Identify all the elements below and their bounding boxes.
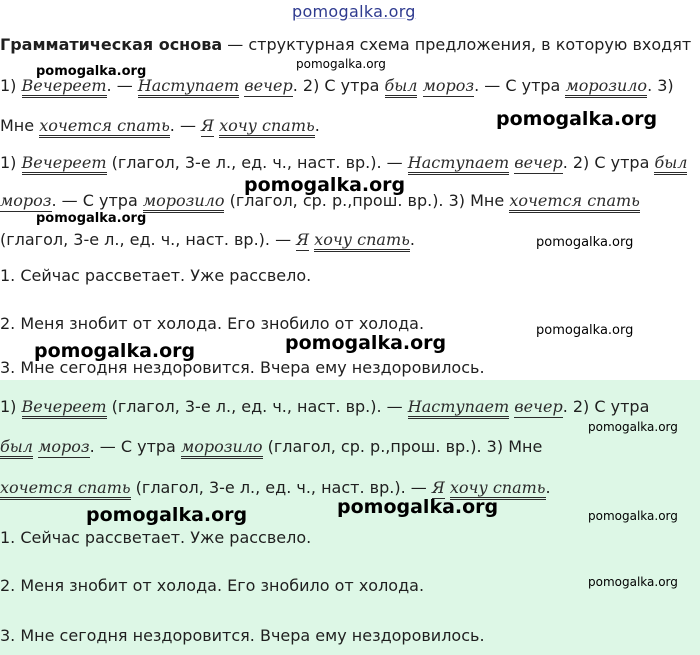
answer2-sub-3b: хочу спать xyxy=(450,478,546,500)
task-line-3: 3. Мне сегодня нездоровится. Вчера ему нездоровилось. xyxy=(0,358,485,377)
answer2-task-3: 3. Мне сегодня нездоровится. Вчера ему нездоровилось. xyxy=(0,626,485,645)
punct: . xyxy=(314,116,320,135)
answer-word-2b: морозило xyxy=(143,191,225,213)
punct: . — xyxy=(169,116,202,135)
answer-line-1 xyxy=(0,152,687,174)
subject-3: хочется спать xyxy=(39,116,170,138)
grammar-note: (глагол, 3-е л., ед. ч., наст. вр.). — xyxy=(106,397,408,416)
grammar-note: (глагол, 3-е л., ед. ч., наст. вр.). — xyxy=(0,230,297,249)
predicate-3b: Я xyxy=(201,116,214,135)
term-bold: Грамматическая основа xyxy=(0,35,223,54)
predicate-2: был xyxy=(385,76,418,98)
answer2-subject-1b: Наступает xyxy=(408,397,509,419)
num: 1) xyxy=(0,153,22,172)
answer-sub-2: мороз xyxy=(0,191,52,210)
watermark-logo: pomogalka.org xyxy=(244,174,406,196)
punct: . — С утра xyxy=(89,437,181,456)
num-1: 1) xyxy=(0,76,22,95)
watermark-logo: pomogalka.org xyxy=(588,575,678,589)
grammar-note: (глагол, ср. р.,прош. вр.). 3) Мне xyxy=(224,191,510,210)
answer-pred-3b: Я xyxy=(296,230,310,249)
answer-subject-1b: Наступает xyxy=(408,153,509,175)
subject-2: мороз xyxy=(422,76,475,95)
answer2-task-1: 1. Сейчас рассветает. Уже рассвело. xyxy=(0,528,312,547)
answer2-predicate-1b: вечер xyxy=(514,397,563,416)
num: 1) xyxy=(0,397,22,416)
answer2-pred-2: был xyxy=(0,437,33,459)
grammar-note: (глагол, 3-е л., ед. ч., наст. вр.). — xyxy=(130,478,432,497)
punct: . xyxy=(545,478,551,497)
watermark-logo: pomogalka.org xyxy=(536,235,634,250)
punct: . — xyxy=(106,76,138,95)
answer2-word-2b: морозило xyxy=(181,437,263,459)
watermark-logo: pomogalka.org xyxy=(36,64,147,79)
watermark-logo: pomogalka.org xyxy=(337,496,499,518)
answer2-word-3: хочется спать xyxy=(0,478,131,500)
answer-line-3 xyxy=(0,229,415,251)
punct: . 2) С утра xyxy=(562,153,655,172)
punct: . 3) xyxy=(647,76,674,95)
definition-text: — структурная схема предложения, в которую входят xyxy=(222,35,692,54)
definition-line xyxy=(0,34,691,56)
answer2-sub-2: мороз xyxy=(38,437,90,456)
answer2-word-1: Вечереет xyxy=(22,397,107,419)
punct: . 2) С утра xyxy=(292,76,385,95)
task-line-1: 1. Сейчас рассветает. Уже рассвело. xyxy=(0,266,312,285)
answer-pred-2: был xyxy=(654,153,687,175)
watermark-logo: pomogalka.org xyxy=(34,340,196,362)
answer-word-3: хочется спать xyxy=(509,191,640,213)
punct: . 2) С утра xyxy=(562,397,650,416)
answer-sub-3b: хочу спать xyxy=(314,230,410,252)
examples-line-2 xyxy=(0,115,320,137)
punct: . — С утра xyxy=(474,76,566,95)
answer2-line-2 xyxy=(0,436,542,458)
punct: . xyxy=(409,230,415,249)
subject-2b: морозило xyxy=(565,76,647,98)
subject-3b: хочу спать xyxy=(219,116,315,138)
text: Мне xyxy=(0,116,40,135)
watermark-logo: pomogalka.org xyxy=(536,323,634,338)
answer2-line-1 xyxy=(0,396,649,418)
subject-1b: Наступает xyxy=(138,76,239,98)
task-line-2: 2. Меня знобит от холода. Его знобило от холода. xyxy=(0,314,425,333)
answer-predicate-1b: вечер xyxy=(514,153,563,172)
watermark-logo: pomogalka.org xyxy=(36,211,147,226)
site-link-header[interactable]: pomogalka.org xyxy=(292,2,416,21)
punct: . — С утра xyxy=(51,191,143,210)
watermark-logo: pomogalka.org xyxy=(86,504,248,526)
watermark-logo: pomogalka.org xyxy=(296,57,386,71)
answer2-task-2: 2. Меня знобит от холода. Его знобило от холода. xyxy=(0,576,425,595)
watermark-logo: pomogalka.org xyxy=(588,420,678,434)
watermark-logo: pomogalka.org xyxy=(496,108,658,130)
watermark-logo: pomogalka.org xyxy=(588,509,678,523)
answer-word-1: Вечереет xyxy=(22,153,107,175)
answer2-pred-3b: Я xyxy=(431,478,445,497)
watermark-logo: pomogalka.org xyxy=(285,332,447,354)
subject-1: Вечереет xyxy=(22,76,107,98)
grammar-note: (глагол, 3-е л., ед. ч., наст. вр.). — xyxy=(106,153,408,172)
grammar-note: (глагол, ср. р.,прош. вр.). 3) Мне xyxy=(262,437,543,456)
predicate-1b: вечер xyxy=(244,76,293,95)
